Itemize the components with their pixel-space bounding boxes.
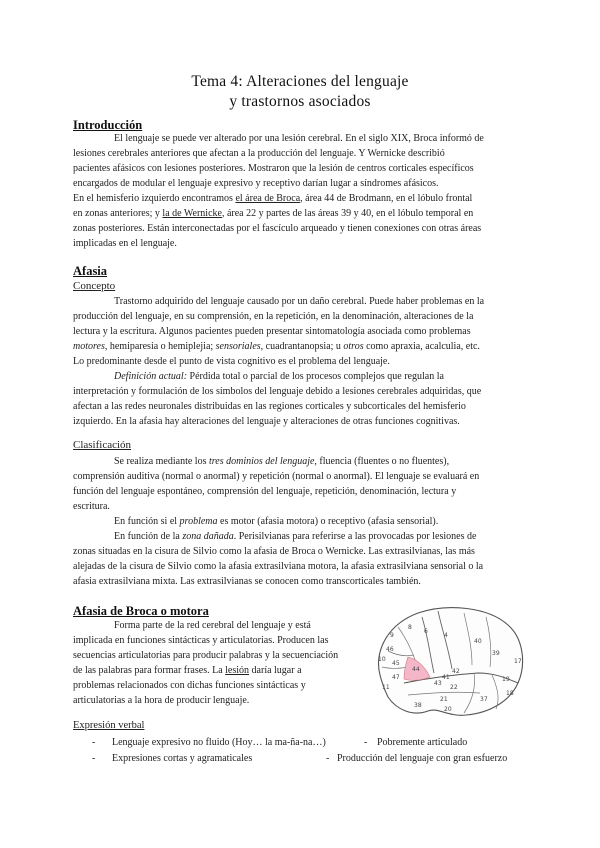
definicion-line-4: izquierdo. En la afasia hay alteraciones del lenguaje y alteraciones de otras funciones cognitivas. xyxy=(73,416,460,427)
term-otros: otros xyxy=(343,341,364,352)
broca-area-link: el área de Broca xyxy=(235,193,301,204)
list-item: Pobremente articulado xyxy=(377,737,468,748)
list-item: Producción del lenguaje con gran esfuerzo xyxy=(337,753,508,764)
brain-label: 11 xyxy=(382,684,390,691)
clasif-line-6 xyxy=(73,529,525,544)
concepto-line-4 xyxy=(73,339,525,354)
brain-label: 6 xyxy=(424,628,428,635)
document-title-line-2: y trastornos asociados xyxy=(229,93,371,110)
definicion-label: Definición actual: xyxy=(114,371,188,382)
brain-label: 18 xyxy=(506,690,514,697)
list-item: Lenguaje expresivo no fluido (Hoy… la ma-ña-na…) xyxy=(112,737,326,748)
wernicke-area-link: la de Wernicke xyxy=(162,208,222,219)
clasif-line-3: función del lenguaje espontáneo, comprensión del lenguaje, repetición, denominación, lectura y xyxy=(73,486,457,497)
broca-line-2: implicada en funciones sintácticas y articulatorias. Producen las xyxy=(73,635,329,646)
subheading-concepto: Concepto xyxy=(73,280,116,292)
clasif-line-9: afasia extrasilviana mixta. Las extrasilvianas se conocen como transcorticales también. xyxy=(73,576,421,587)
document-title-line-1: Tema 4: Alteraciones del lenguaje xyxy=(191,73,409,90)
list-bullet: - xyxy=(92,753,96,764)
concepto-line-3: lectura y la escritura. Algunos pacientes pueden presentar sintomatología asociada como problemas xyxy=(73,326,471,337)
term-zona-danada: zona dañada xyxy=(182,531,234,542)
broca-line-1: Forma parte de la red cerebral del lenguaje y está xyxy=(114,620,311,631)
brain-label: 19 xyxy=(502,676,510,683)
intro-line-2: lesiones cerebrales anteriores que afectan a la producción del lenguaje. Y Wernicke describió xyxy=(73,148,445,159)
term-lesion: lesión xyxy=(225,665,250,676)
heading-introduccion: Introducción xyxy=(73,118,143,132)
clasif-text: es motor (afasia motora) o receptivo (afasia sensorial). xyxy=(217,516,439,527)
brain-label: 9 xyxy=(390,632,394,639)
intro-text: En el hemisferio izquierdo encontramos xyxy=(73,193,236,204)
concepto-text: como apraxia, acalculia, etc. xyxy=(363,341,480,352)
heading-afasia-broca: Afasia de Broca o motora xyxy=(73,604,209,618)
brain-label: 38 xyxy=(414,702,422,709)
clasif-line-4: escritura. xyxy=(73,501,110,512)
definicion-line-1 xyxy=(73,369,525,384)
definicion-line-2: interpretación y formulación de los símbolos del lenguaje debido a lesiones cerebrales adquiridas, que xyxy=(73,386,482,397)
brain-label: 17 xyxy=(514,658,522,665)
list-bullet: - xyxy=(92,737,96,748)
concepto-line-1: Trastorno adquirido del lenguaje causado por un daño cerebral. Puede haber problemas en la xyxy=(114,296,485,307)
term-problema: problema xyxy=(179,516,218,527)
subheading-clasificacion: Clasificación xyxy=(73,439,132,451)
clasif-text: En función de la xyxy=(114,531,183,542)
brain-label: 21 xyxy=(440,696,448,703)
intro-text: en zonas anteriores; y xyxy=(73,208,163,219)
intro-line-4: encargados de modular el lenguaje expresivo y receptivo darían lugar a síndromes afásicos. xyxy=(73,178,439,189)
intro-line-7: zonas posteriores. Están interconectadas por el fascículo arqueado y tienen conexiones con otras áreas xyxy=(73,223,482,234)
broca-line-4 xyxy=(73,663,363,678)
clasif-line-8: alejadas de la cisura de Silvio como la afasia extrasilviana motora, la afasia extrasilviana sensorial o la xyxy=(73,561,484,572)
intro-text: , área 22 y partes de las áreas 39 y 40, en el lóbulo temporal en xyxy=(221,208,474,219)
brain-label: 40 xyxy=(474,638,482,645)
intro-paragraph xyxy=(73,131,525,251)
concepto-text: , hemiparesia o hemiplejia; xyxy=(104,341,216,352)
subheading-expresion-verbal: Expresión verbal xyxy=(73,720,145,731)
clasif-text: Se realiza mediante los xyxy=(114,456,209,467)
broca-text: daría lugar a xyxy=(249,665,302,676)
broca-paragraph xyxy=(73,618,363,708)
brain-label: 45 xyxy=(392,660,400,667)
concepto-paragraph xyxy=(73,294,525,429)
concepto-line-2: producción del lenguaje, en su comprensión, en la repetición, en la denominación, alteraciones de la xyxy=(73,311,474,322)
list-bullet: - xyxy=(364,737,368,748)
broca-line-6: articulatorias a la hora de producir lenguaje. xyxy=(73,695,250,706)
brain-brodmann-figure xyxy=(368,603,526,723)
intro-line-3: pacientes afásicos con lesiones posteriores. Mostraron que la lesión de centros corticales específicos xyxy=(73,163,474,174)
intro-line-6 xyxy=(73,206,525,221)
intro-line-5 xyxy=(73,191,525,206)
heading-afasia: Afasia xyxy=(73,264,108,278)
brain-label: 43 xyxy=(434,680,442,687)
clasif-text: . Perisilvianas para referirse a las provocadas por lesiones de xyxy=(233,531,477,542)
intro-line-8: implicadas en el lenguaje. xyxy=(73,238,177,249)
intro-text: , área 44 de Brodmann, en el lóbulo frontal xyxy=(300,193,473,204)
definicion-line-3: afectan a las redes neuronales distribuidas en las regiones corticales y subcorticales del hemisferio xyxy=(73,401,466,412)
broca-line-5: problemas relacionados con dichas funciones sintácticas y xyxy=(73,680,306,691)
concepto-text: , cuadrantanopsia; u xyxy=(260,341,344,352)
clasificacion-paragraph xyxy=(73,454,525,589)
clasif-line-2: comprensión auditiva (normal o anormal) y repetición (normal o anormal). El lenguaje se evaluará en xyxy=(73,471,480,482)
clasif-text: , fluencia (fluentes o no fluentes), xyxy=(314,456,450,467)
definicion-text: Pérdida total o parcial de los procesos complejos que regulan la xyxy=(187,371,444,382)
brain-label: 4 xyxy=(444,632,448,639)
brain-label: 42 xyxy=(452,668,460,675)
broca-text: de las palabras para formar frases. La xyxy=(73,665,226,676)
clasif-line-5 xyxy=(73,514,525,529)
term-motores: motores xyxy=(73,341,105,352)
brain-label: 20 xyxy=(444,706,452,713)
brain-label: 46 xyxy=(386,646,394,653)
brain-label: 37 xyxy=(480,696,488,703)
broca-line-3: secuencias articulatorias para producir palabras y la secuenciación xyxy=(73,650,339,661)
clasif-line-1 xyxy=(73,454,525,469)
brain-label: 22 xyxy=(450,684,458,691)
brain-label: 44 xyxy=(412,666,420,673)
brain-label: 47 xyxy=(392,674,400,681)
clasif-text: En función si el xyxy=(114,516,180,527)
clasif-line-7: zonas situadas en la cisura de Silvio como la afasia de Broca o Wernicke. Las extrasilvianas, las más xyxy=(73,546,475,557)
list-bullet: - xyxy=(326,753,330,764)
brain-label: 39 xyxy=(492,650,500,657)
concepto-line-5: Lo predominante desde el punto de vista cognitivo es el problema del lenguaje. xyxy=(73,356,390,367)
brain-label: 41 xyxy=(442,674,450,681)
brain-label: 8 xyxy=(408,624,412,631)
list-item: Expresiones cortas y agramaticales xyxy=(112,753,253,764)
term-sensoriales: sensoriales xyxy=(215,341,261,352)
brain-label: 10 xyxy=(378,656,386,663)
intro-line-1: El lenguaje se puede ver alterado por una lesión cerebral. En el siglo XIX, Broca informó de xyxy=(114,133,484,144)
term-tres-dominios: tres dominios del lenguaje xyxy=(208,456,315,467)
